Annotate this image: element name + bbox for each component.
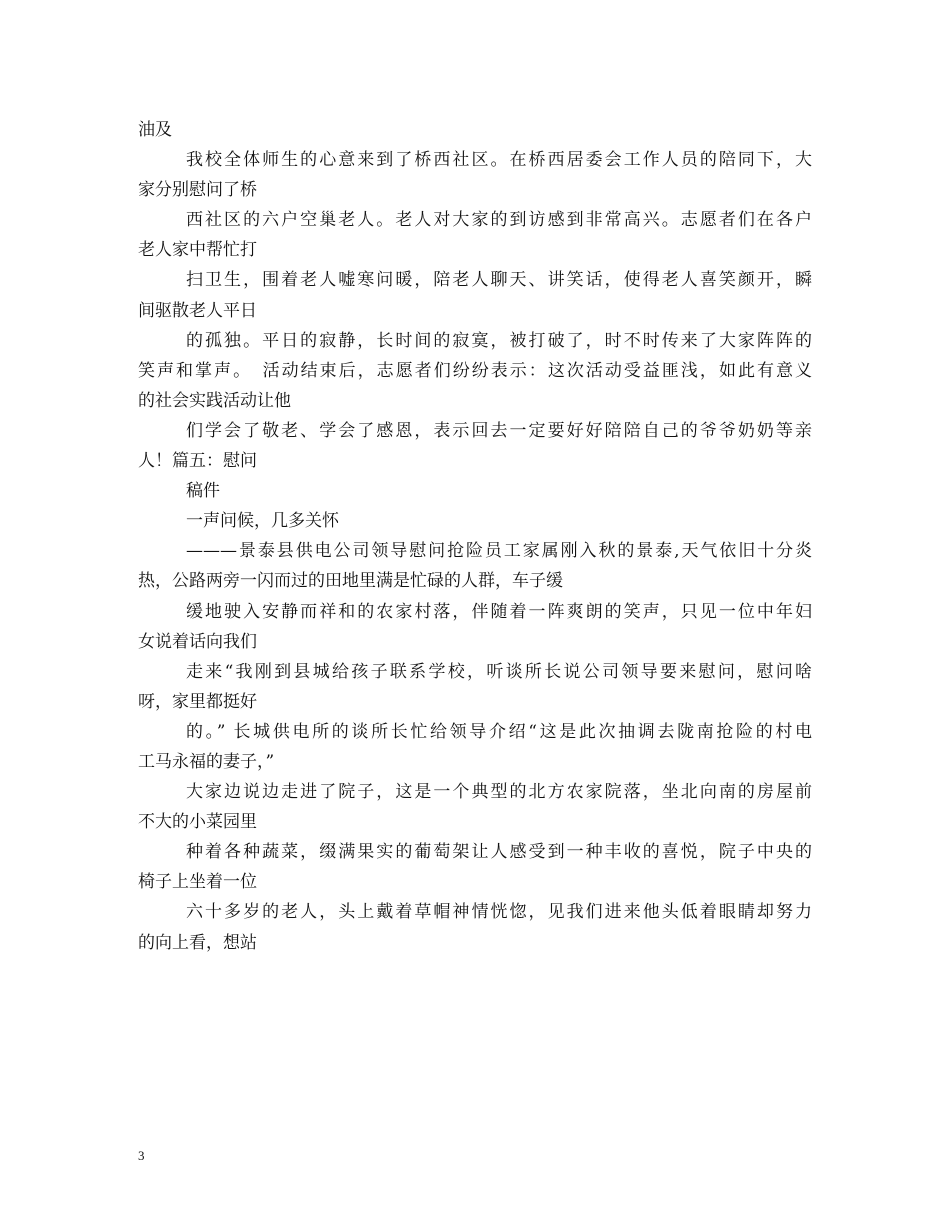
text-line: 六十多岁的老人，头上戴着草帽神情恍惚，见我们进来他头低着眼睛却努力: [186, 902, 812, 923]
text-line: 间驱散老人平日: [138, 300, 257, 321]
text-line: 大家边说边走进了院子，这是一个典型的北方农家院落，坐北向南的房屋前: [186, 782, 812, 803]
text-line: 的孤独。平日的寂静，长时间的寂寞，被打破了，时不时传来了大家阵阵的: [186, 330, 812, 351]
text-line: 椅子上坐着一位: [138, 872, 257, 893]
text-line: 热，公路两旁一闪而过的田地里满是忙碌的人群，车子缓: [138, 571, 563, 592]
text-line: 不大的小菜园里: [138, 812, 257, 833]
page-number: 3: [138, 1148, 145, 1163]
text-line: 我校全体师生的心意来到了桥西社区。在桥西居委会工作人员的陪同下，大: [186, 150, 812, 171]
text-line: 扫卫生，围着老人嘘寒问暖，陪老人聊天、讲笑话，使得老人喜笑颜开，瞬: [186, 270, 812, 291]
text-line: 西社区的六户空巢老人。老人对大家的到访感到非常高兴。志愿者们在各户: [186, 210, 812, 231]
text-line: 稿件: [186, 481, 220, 502]
text-line: 种着各种蔬菜，缀满果实的葡萄架让人感受到一种丰收的喜悦，院子中央的: [186, 842, 812, 863]
text-line: 的。” 长城供电所的谈所长忙给领导介绍“这是此次抽调去陇南抢险的村电: [186, 721, 812, 742]
text-line: 女说着话向我们: [138, 631, 257, 652]
text-line: 老人家中帮忙打: [138, 240, 257, 261]
text-line: 呀，家里都挺好: [138, 691, 257, 712]
document-body: [138, 115, 812, 958]
text-line: 油及: [138, 120, 172, 140]
text-line: 们学会了敬老、学会了感恩，表示回去一定要好好陪陪自己的爷爷奶奶等亲: [186, 420, 812, 441]
text-line: 缓地驶入安静而祥和的农家村落，伴随着一阵爽朗的笑声，只见一位中年妇: [186, 601, 812, 622]
text-line: 笑声和掌声。 活动结束后，志愿者们纷纷表示：这次活动受益匪浅，如此有意义: [138, 360, 812, 381]
text-line: 工马永福的妻子，”: [138, 751, 275, 772]
text-line: ———景泰县供电公司领导慰问抢险员工家属刚入秋的景泰,天气依旧十分炎: [186, 541, 812, 562]
text-line: 人！篇五：慰问: [138, 451, 257, 472]
text-line: 一声问候，几多关怀: [186, 511, 339, 532]
text-line: 的向上看，想站: [138, 932, 257, 953]
text-line: 走来“我刚到县城给孩子联系学校，听谈所长说公司领导要来慰问，慰问啥: [186, 661, 812, 682]
text-line: 的社会实践活动让他: [138, 390, 291, 411]
text-line: 家分别慰问了桥: [138, 180, 257, 201]
